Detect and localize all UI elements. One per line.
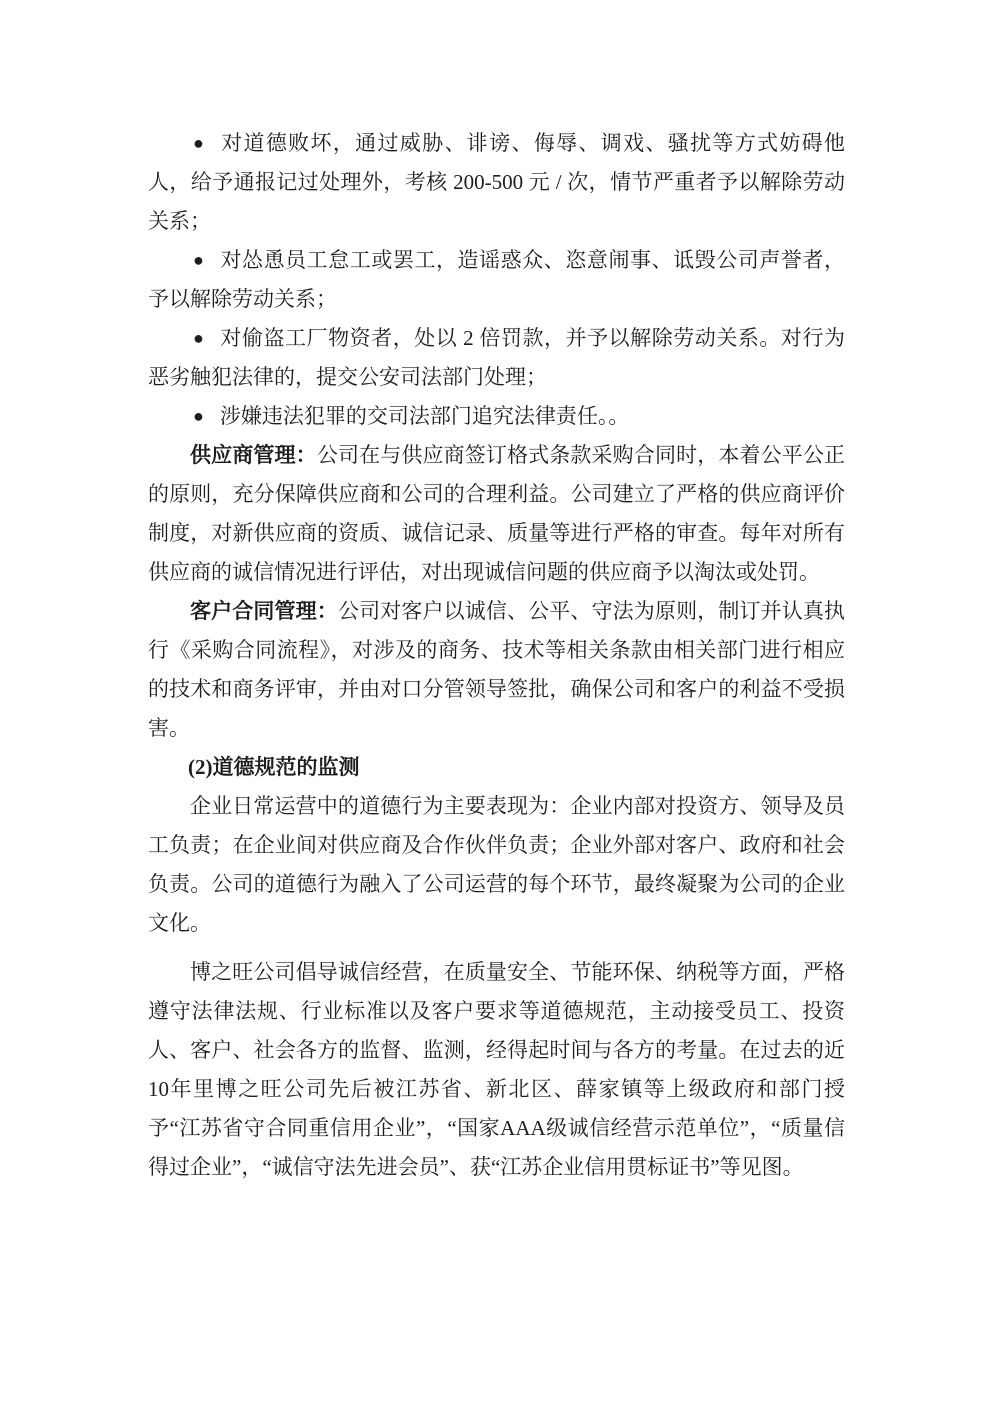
paragraph-customer-contract-management xyxy=(148,592,845,748)
paragraph-text: 企业日常运营中的道德行为主要表现为：企业内部对投资方、领导及员工负责；在企业间对供应商及合作伙伴负责；企业外部对客户、政府和社会负责。公司的道德行为融入了公司运营的每个环节，最终凝聚为公司的企业文化。 xyxy=(148,794,845,935)
paragraph-text: 公司对客户以诚信、公平、守法为原则，制订并认真执行《采购合同流程》，对涉及的商务、技术等相关条款由相关部门进行相应的技术和商务评审，并由对口分管领导签批，确保公司和客户的利益不受损害。 xyxy=(148,599,846,740)
bullet-item-text: 对偷盗工厂物资者，处以 2 倍罚款，并予以解除劳动关系。对行为恶劣触犯法律的，提交公安司法部门处理； xyxy=(148,326,846,389)
bullet-icon: ● xyxy=(193,250,205,270)
bullet-item-instigating-strike xyxy=(148,241,845,319)
customer-contract-management-label: 客户合同管理： xyxy=(190,599,338,623)
paragraph-bozhiwang-integrity xyxy=(148,953,845,1187)
document-content xyxy=(148,124,845,1187)
section-heading-ethics-monitoring xyxy=(148,748,845,787)
bullet-item-moral-corruption xyxy=(148,124,845,241)
bullet-item-text: 对道德败坏，通过威胁、诽谤、侮辱、调戏、骚扰等方式妨碍他人，给予通报记过处理外，考核 200-500 元 / 次，情节严重者予以解除劳动关系； xyxy=(148,131,845,233)
bullet-item-criminal-liability xyxy=(148,397,845,436)
paragraph-text: 博之旺公司倡导诚信经营，在质量安全、节能环保、纳税等方面，严格遵守法律法规、行业标准以及客户要求等道德规范，主动接受员工、投资人、客户、社会各方的监督、监测，经得起时间与各方的考量。在过去的近10年里博之旺公司先后被江苏省、新北区、薛家镇等上级政府和部门授予“江苏省守合同重信用企业”，“国家AAA级诚信经营示范单位”，“质量信得过企业”，“诚信守法先进会员”、获“江苏企业信用贯标证书”等见图。 xyxy=(148,960,845,1179)
bullet-icon: ● xyxy=(193,133,206,153)
section-heading-text: (2)道德规范的监测 xyxy=(188,755,360,779)
paragraph-text: 公司在与供应商签订格式条款采购合同时，本着公平公正的原则，充分保障供应商和公司的合理利益。公司建立了严格的供应商评价制度，对新供应商的资质、诚信记录、质量等进行严格的审查。每年对所有供应商的诚信情况进行评估，对出现诚信问题的供应商予以淘汰或处罚。 xyxy=(148,443,846,584)
bullet-item-theft xyxy=(148,319,845,397)
bullet-item-text: 对怂恿员工怠工或罢工，造谣惑众、恣意闹事、诋毁公司声誉者，予以解除劳动关系； xyxy=(148,248,846,311)
bullet-icon: ● xyxy=(193,406,204,426)
paragraph-daily-ethics xyxy=(148,787,845,943)
bullet-item-text: 涉嫌违法犯罪的交司法部门追究法律责任。。 xyxy=(219,404,630,428)
bullet-icon: ● xyxy=(193,328,205,348)
supplier-management-label: 供应商管理： xyxy=(190,443,317,467)
paragraph-supplier-management xyxy=(148,436,845,592)
